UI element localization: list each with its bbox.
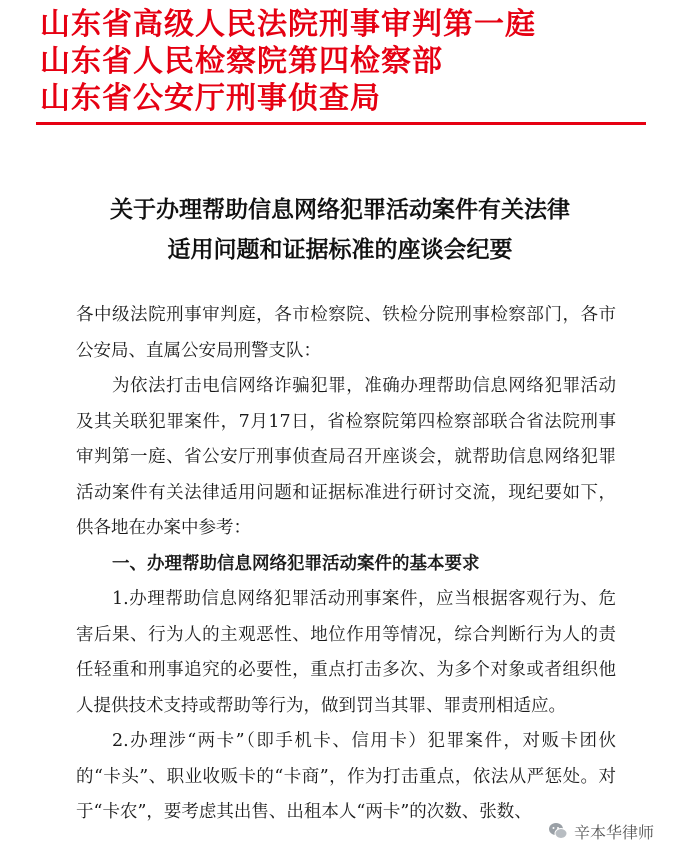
section-heading: 一、办理帮助信息网络犯罪活动案件的基本要求 xyxy=(112,553,480,574)
salutation: 各中级法院刑事审判庭，各市检察院、铁检分院刑事检察部门，各市公安局、直属公安局刑警支队： xyxy=(76,305,616,361)
issuer-police: 山东省公安厅刑事侦查局 xyxy=(40,81,381,116)
issuer-header xyxy=(40,6,640,117)
document-body xyxy=(76,298,616,831)
item-1-paragraph: 1.办理帮助信息网络犯罪活动刑事案件，应当根据客观行为、危害后果、行为人的主观恶性、地位作用等情况，综合判断行为人的责任轻重和刑事追究的必要性，重点打击多次、为多个对象或者组织他人提供技术支持或帮助等行为，做到罚当其罪、罪责刑相适应。 xyxy=(76,589,616,716)
title-line-1: 关于办理帮助信息网络犯罪活动案件有关法律 xyxy=(110,196,570,223)
issuer-procuratorate: 山东省人民检察院第四检察部 xyxy=(40,44,443,79)
document-title xyxy=(40,190,640,270)
intro-paragraph: 为依法打击电信网络诈骗犯罪，准确办理帮助信息网络犯罪活动及其关联犯罪案件，7月17日，省检察院第四检察部联合省法院刑事审判第一庭、省公安厅刑事侦查局召开座谈会，就帮助信息网络犯罪活动案件有关法律适用问题和证据标准进行研讨交流，现纪要如下，供各地在办案中参考： xyxy=(76,376,616,538)
item-2-paragraph: 2.办理涉“两卡”（即手机卡、信用卡）犯罪案件，对贩卡团伙的“卡头”、职业收贩卡的“卡商”，作为打击重点，依法从严惩处。对于“卡农”，要考虑其出售、出租本人“两卡”的次数、张数、 xyxy=(76,731,616,822)
watermark xyxy=(544,817,658,845)
issuer-court: 山东省高级人民法院刑事审判第一庭 xyxy=(40,7,536,42)
wechat-icon xyxy=(548,821,568,841)
title-line-2: 适用问题和证据标准的座谈会纪要 xyxy=(167,236,513,263)
header-divider xyxy=(36,122,646,125)
watermark-text: 辛本华律师 xyxy=(573,822,654,842)
